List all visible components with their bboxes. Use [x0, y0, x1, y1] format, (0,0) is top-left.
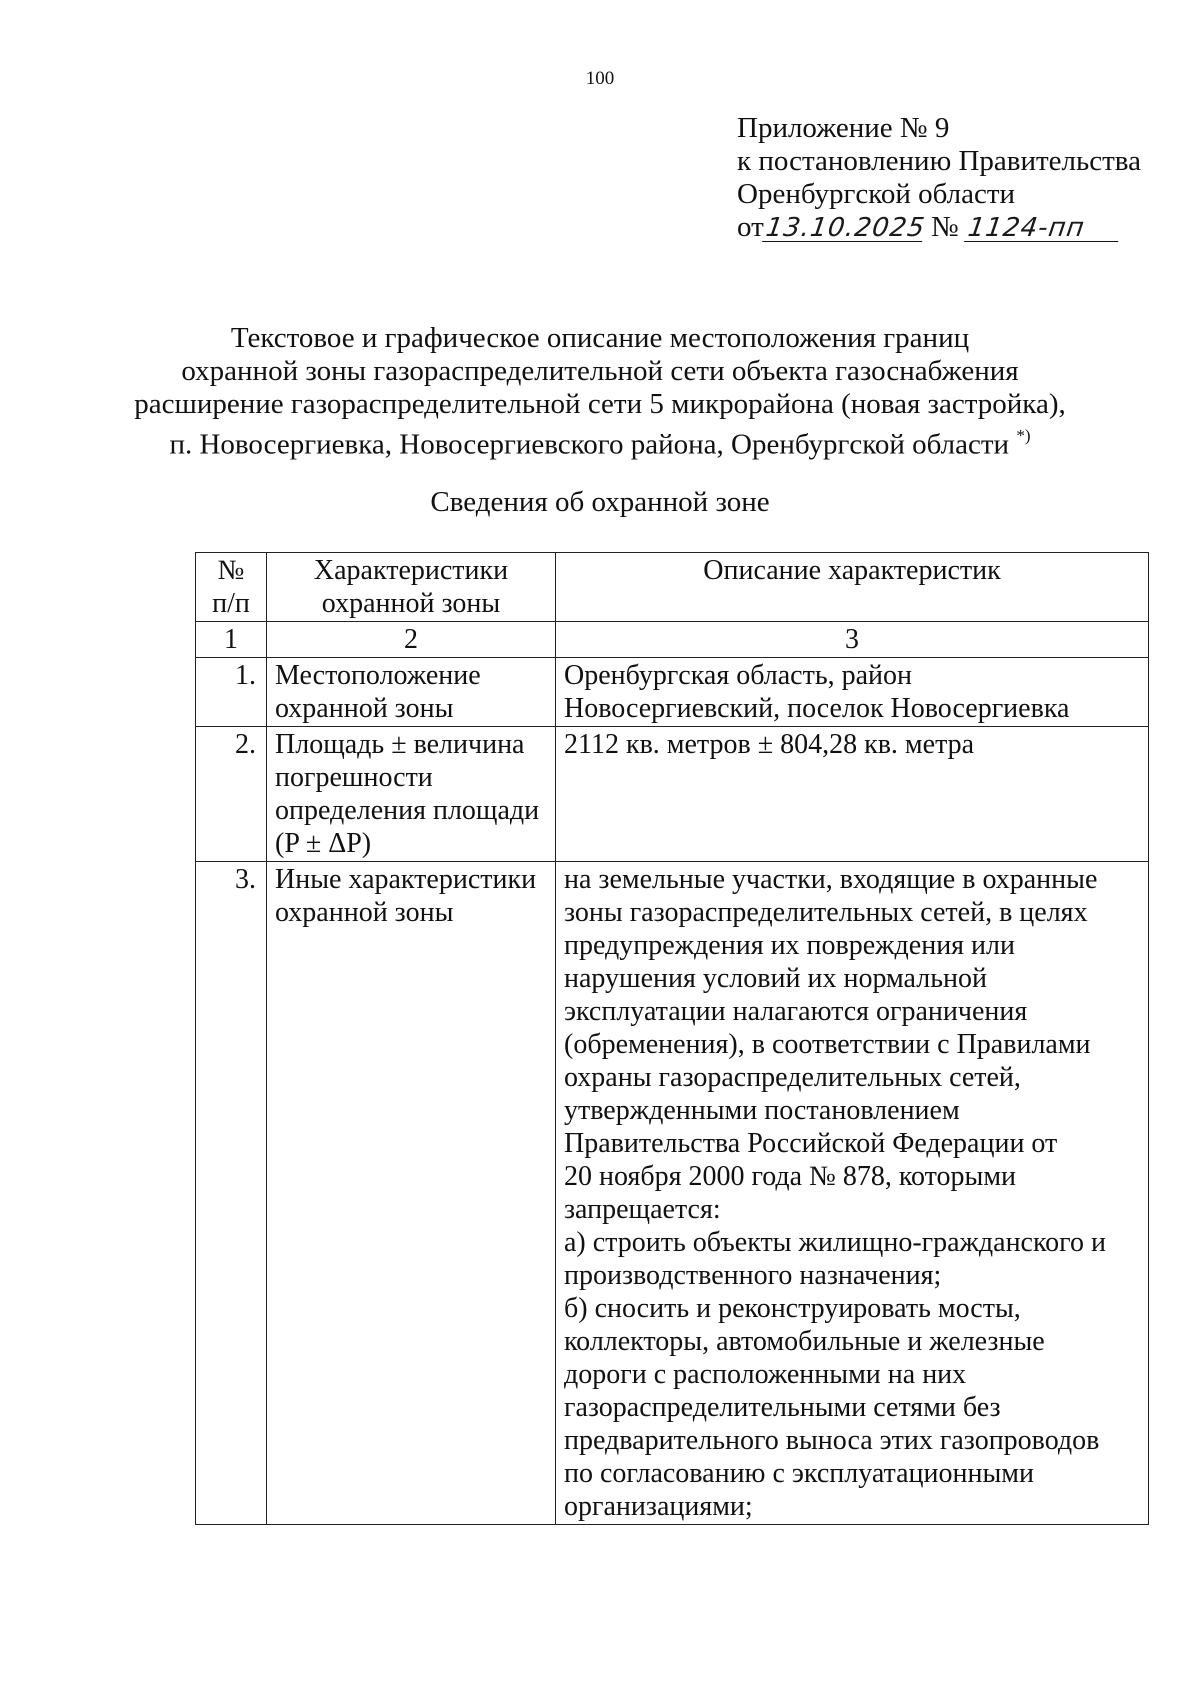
row-description-line: эксплуатации налагаются ограничения: [564, 996, 1028, 1027]
row-characteristic: [267, 658, 556, 727]
row-description-line: предупреждения их повреждения или: [564, 930, 1015, 961]
column-number-1: 1: [196, 622, 267, 658]
header-cell-number: [196, 553, 267, 622]
row-description-line: организациями;: [564, 1491, 753, 1522]
title-line-2: охранной зоны газораспределительной сети объекта газоснабжения: [181, 355, 1019, 387]
row-description-line: утвержденными постановлением: [564, 1095, 960, 1126]
row-description-line: по согласованию с эксплуатационными: [564, 1458, 1034, 1489]
row-description-line: на земельные участки, входящие в охранные: [564, 864, 1098, 895]
column-number-row: [196, 622, 1149, 658]
title-line-4: п. Новосергиевка, Новосергиевского района, Оренбургской области: [169, 428, 1010, 461]
row-characteristic-line: погрешности: [275, 762, 433, 793]
header-number-line-1: №: [217, 555, 245, 586]
from-label: от: [737, 211, 764, 243]
table-header-row: [196, 553, 1149, 622]
row-characteristic-line: охранной зоны: [275, 693, 454, 724]
column-number-2: 2: [267, 622, 556, 658]
table-row: [196, 862, 1149, 1525]
protected-zone-table: [195, 552, 1149, 1525]
row-number: 3.: [196, 862, 267, 1525]
header-characteristics-line-2: охранной зоны: [321, 588, 501, 619]
table-row: [196, 727, 1149, 862]
table-row: [196, 658, 1149, 727]
header-cell-characteristics: [267, 553, 556, 622]
row-description: [556, 727, 1149, 862]
appendix-header: [737, 112, 1141, 244]
row-description: [556, 862, 1149, 1525]
page-number: 100: [585, 68, 615, 89]
row-description: [556, 658, 1149, 727]
document-title: [100, 322, 1100, 462]
row-description-line: зоны газораспределительных сетей, в целях: [564, 897, 1088, 928]
appendix-date-number-row: [737, 211, 1141, 244]
row-description-line: коллекторы, автомобильные и железные: [564, 1326, 1045, 1357]
row-characteristic-line: Иные характеристики: [275, 864, 537, 895]
row-characteristic: [267, 727, 556, 862]
column-number-3: 3: [556, 622, 1149, 658]
row-description-line: Оренбургская область, район: [564, 660, 912, 691]
row-description-line: Новосергиевский, поселок Новосергиевка: [564, 693, 1070, 724]
row-characteristic-line: Местоположение: [275, 660, 481, 691]
title-line-3: расширение газораспределительной сети 5 микрорайона (новая застройка),: [134, 388, 1066, 420]
row-number: 2.: [196, 727, 267, 862]
title-line-4-row: [100, 421, 1100, 462]
row-characteristic: [267, 862, 556, 1525]
row-description-line: (обременения), в соответствии с Правилами: [564, 1029, 1091, 1060]
title-line-1: Текстовое и графическое описание местоположения границ: [230, 322, 970, 354]
row-description-line: запрещается:: [564, 1194, 721, 1225]
handwritten-date: 13.10.2025: [763, 213, 927, 243]
row-description-line: 20 ноября 2000 года № 878, которыми: [564, 1161, 1017, 1192]
row-description-line: газораспределительными сетями без: [564, 1392, 1001, 1423]
header-number-line-2: п/п: [212, 588, 250, 619]
row-characteristic-line: (P ± ΔP): [275, 828, 372, 859]
row-number: 1.: [196, 658, 267, 727]
row-description-line: Правительства Российской Федерации от: [564, 1128, 1058, 1159]
row-description-line: нарушения условий их нормальной: [564, 963, 987, 994]
handwritten-number: 1124-пп: [964, 215, 1122, 242]
row-description-line: 2112 кв. метров ± 804,28 кв. метра: [564, 729, 975, 760]
row-description-line: производственного назначения;: [564, 1260, 942, 1291]
header-cell-description: Описание характеристик: [556, 553, 1149, 622]
row-characteristic-line: определения площади: [275, 795, 540, 826]
footnote-mark: *): [1016, 426, 1031, 445]
row-description-line: б) сносить и реконструировать мосты,: [564, 1293, 1021, 1324]
appendix-line-2: к постановлению Правительства: [737, 145, 1141, 177]
row-description-line: а) строить объекты жилищно-гражданского и: [564, 1227, 1106, 1258]
section-title: Сведения об охранной зоне: [430, 486, 770, 518]
row-characteristic-line: Площадь ± величина: [275, 729, 525, 760]
header-characteristics-line-1: Характеристики: [313, 555, 509, 586]
appendix-line-3: Оренбургской области: [737, 178, 1016, 210]
row-characteristic-line: охранной зоны: [275, 897, 454, 928]
row-description-line: охраны газораспределительных сетей,: [564, 1062, 1021, 1093]
appendix-line-1: Приложение № 9: [737, 112, 950, 144]
row-description-line: предварительного выноса этих газопроводов: [564, 1425, 1100, 1456]
number-label: №: [931, 211, 959, 243]
row-description-line: дороги с расположенными на них: [564, 1359, 967, 1390]
